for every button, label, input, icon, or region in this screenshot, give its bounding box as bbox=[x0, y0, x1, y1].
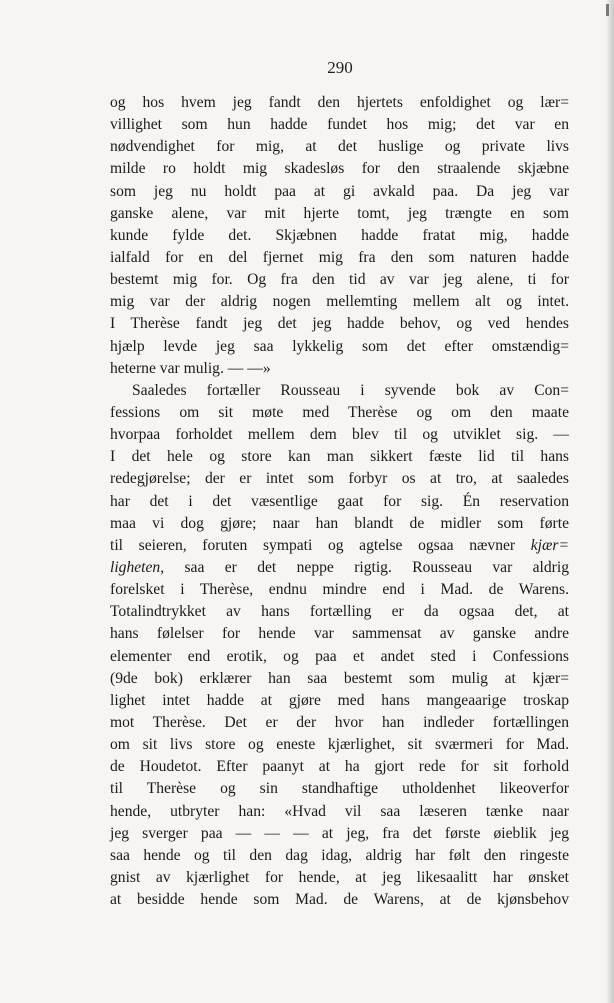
text-line: mig var der aldrig nogen mellemting mellem alt og intet. bbox=[110, 293, 569, 311]
text-line: mot Therèse. Det er der hvor han indleder fortællingen bbox=[110, 713, 569, 731]
text-line: og hos hvem jeg fandt den hjertets enfoldighet og lær= bbox=[110, 94, 569, 111]
text-line: ganske alene, var mit hjerte tomt, jeg trængte en som bbox=[110, 204, 569, 222]
text-line: har det i det væsentlige gaat for sig. Én reservation bbox=[110, 492, 569, 510]
text-fragment: , saa er det neppe rigtig. Rousseau var aldrig bbox=[160, 558, 569, 576]
text-line: som jeg nu holdt paa at gi avkald paa. Da jeg var bbox=[110, 182, 569, 200]
body-text bbox=[110, 92, 569, 911]
text-fragment: til seieren, foruten sympati og agtelse ogsaa nævner bbox=[110, 536, 516, 554]
italic-word: ligheten bbox=[110, 558, 161, 576]
text-line: villighet som hun hadde fundet hos mig; det var en bbox=[110, 116, 569, 134]
text-line: milde ro holdt mig skadesløs for den straalende skjæbne bbox=[110, 160, 569, 178]
text-line: at besidde hende som Mad. de Warens, at de kjønsbehov bbox=[110, 891, 569, 909]
text-line: lighet intet hadde at gjøre med hans mangeaarige troskap bbox=[110, 691, 569, 709]
text-line: om sit livs store og eneste kjærlighet, sit sværmeri for Mad. bbox=[110, 736, 569, 754]
text-line: hvorpaa forholdet mellem dem blev til og utviklet sig. — bbox=[110, 426, 569, 444]
italic-word: kjær= bbox=[530, 536, 569, 554]
text-line: hjælp levde jeg saa lykkelig som det efter omstændig= bbox=[110, 337, 569, 355]
text-line: I det hele og store kan man sikkert fæste lid til hans bbox=[110, 448, 569, 466]
text-line: hende, utbryter han: «Hvad vil saa læseren tænke naar bbox=[110, 802, 569, 820]
text-line: til Therèse og sin standhaftige utholdenhet likeoverfor bbox=[110, 780, 569, 798]
text-line: forelsket i Therèse, endnu mindre end i Mad. de Warens. bbox=[110, 581, 569, 599]
scan-mark bbox=[606, 4, 609, 16]
text-line: I Therèse fandt jeg det jeg hadde behov, og ved hendes bbox=[110, 315, 569, 333]
text-line: redegjørelse; der er intet som forbyr os at tro, at saaledes bbox=[110, 470, 569, 488]
text-line: ialfald for en del fjernet mig fra den som naturen hadde bbox=[110, 248, 569, 266]
text-line-with-italic bbox=[110, 557, 569, 579]
text-line: fessions om sit møte med Therèse og om den maate bbox=[110, 403, 569, 421]
text-line: bestemt mig for. Og fra den tid av var jeg alene, ti for bbox=[110, 271, 569, 289]
text-line: maa vi dog gjøre; naar han blandt de midler som førte bbox=[110, 514, 569, 532]
text-line-with-italic bbox=[110, 535, 569, 557]
text-line: elementer end erotik, og paa et andet sted i Confessions bbox=[110, 647, 569, 665]
text-line: hans følelser for hende var sammensat av ganske andre bbox=[110, 625, 569, 643]
page-number: 290 bbox=[327, 58, 353, 77]
text-line: Totalindtrykket av hans fortælling er da ogsaa det, at bbox=[110, 603, 569, 621]
text-line: (9de bok) erklærer han saa bestemt som mulig at kjær= bbox=[110, 669, 569, 687]
text-line: Saaledes fortæller Rousseau i syvende bok av Con= bbox=[132, 381, 569, 399]
text-line: jeg sverger paa — — — at jeg, fra det første øieblik jeg bbox=[110, 824, 569, 842]
text-line: saa hende og til den dag idag, aldrig har følt den ringeste bbox=[110, 846, 569, 864]
page-edge-shadow bbox=[606, 0, 614, 1003]
text-line: de Houdetot. Efter paanyt at ha gjort rede for sit forhold bbox=[110, 758, 569, 776]
text-line: nødvendighet for mig, at det huslige og private livs bbox=[110, 138, 569, 156]
text-line: heterne var mulig. — —» bbox=[110, 359, 271, 377]
text-line: gnist av kjærlighet for hende, at jeg likesaalitt har ønsket bbox=[110, 868, 569, 886]
text-line: kunde fylde det. Skjæbnen hadde fratat mig, hadde bbox=[110, 226, 569, 244]
